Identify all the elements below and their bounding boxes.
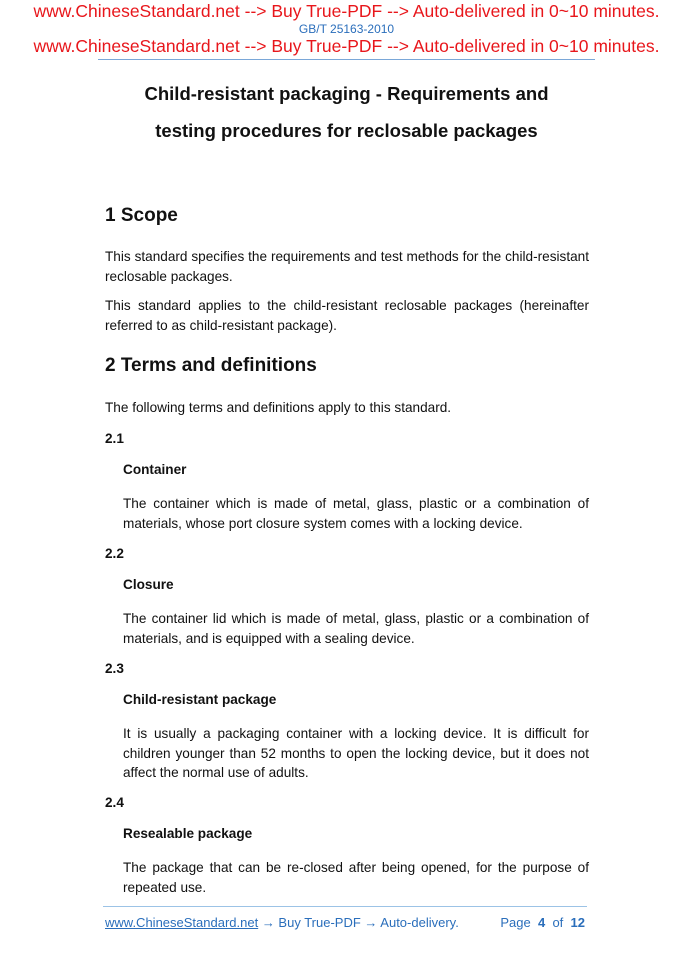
term-title: Container: [123, 462, 187, 477]
watermark-line: www.ChineseStandard.net --> Buy True-PDF --> Auto-delivered in 0~10 minutes.: [33, 36, 660, 56]
term-definition: The container lid which is made of metal, glass, plastic or a combination of materials, and is equipped with a sealing device.: [123, 611, 589, 646]
document-title-line1: Child-resistant packaging - Requirements and: [144, 83, 549, 104]
paragraph: This standard specifies the requirements and test methods for the child-resistant reclosable packages.: [105, 249, 589, 284]
current-page: 4: [537, 915, 546, 930]
page-indicator: [500, 915, 585, 930]
term-title: Closure: [123, 577, 174, 592]
footer-divider: [103, 906, 587, 907]
of-label: of: [552, 915, 564, 930]
paragraph: The following terms and definitions apply to this standard.: [105, 400, 452, 415]
document-title-line2: testing procedures for reclosable packages: [155, 120, 538, 141]
footer-text: → Buy True-PDF → Auto-delivery.: [258, 915, 459, 930]
header-divider: [98, 59, 595, 60]
clause-number: 2.1: [105, 431, 124, 446]
page-label: Page: [500, 915, 531, 930]
paragraph: This standard applies to the child-resistant reclosable packages (hereinafter referred to as child-resistant package).: [105, 298, 589, 333]
section-heading-scope: 1 Scope: [105, 205, 178, 226]
term-definition: It is usually a packaging container with a locking device. It is difficult for children younger than 52 months to open the locking device, but it does not affect the normal use of adults.: [123, 726, 589, 780]
clause-number: 2.2: [105, 546, 124, 561]
footer: [105, 915, 585, 930]
clause-number: 2.3: [105, 661, 124, 676]
term-title: Child-resistant package: [123, 692, 277, 707]
term-title: Resealable package: [123, 826, 253, 841]
standard-number: GB/T 25163-2010: [298, 22, 395, 36]
footer-link[interactable]: www.ChineseStandard.net: [105, 915, 259, 930]
term-definition: The container which is made of metal, glass, plastic or a combination of materials, whose port closure system comes with a locking device.: [123, 496, 589, 531]
section-heading-terms: 2 Terms and definitions: [105, 355, 317, 376]
clause-number: 2.4: [105, 795, 124, 810]
term-definition: The package that can be re-closed after being opened, for the purpose of repeated use.: [123, 860, 589, 895]
total-pages: 12: [570, 915, 585, 930]
watermark-line: www.ChineseStandard.net --> Buy True-PDF --> Auto-delivered in 0~10 minutes.: [33, 1, 660, 21]
